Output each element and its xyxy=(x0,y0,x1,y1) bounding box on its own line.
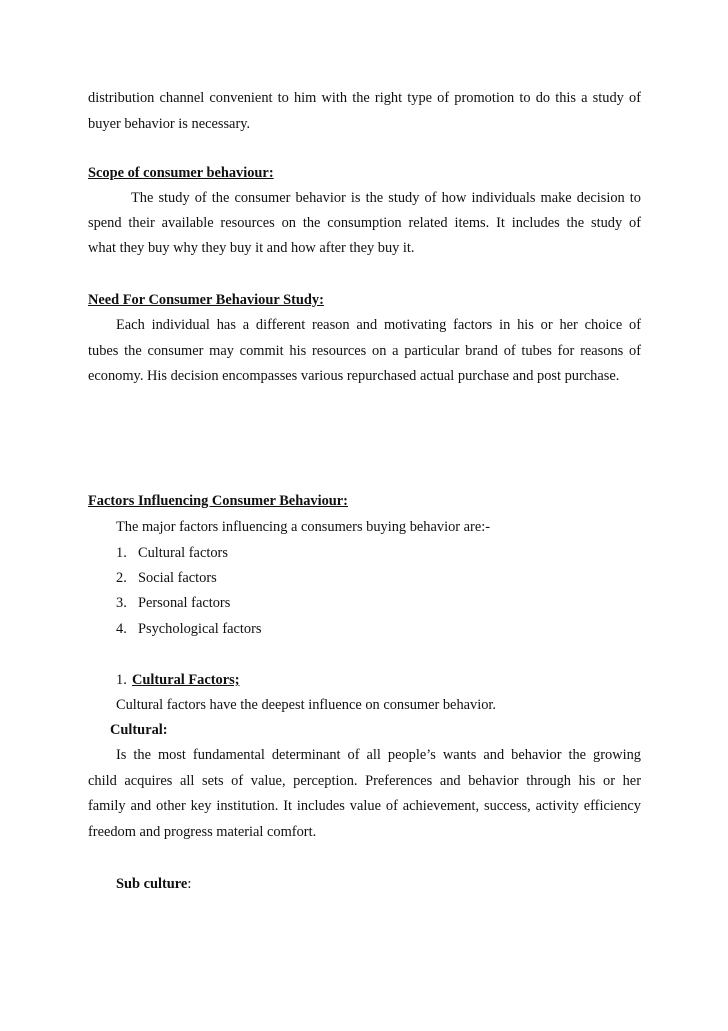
cultural-factors-heading-text: Cultural Factors; xyxy=(132,672,240,688)
factors-heading-text: Factors Influencing Consumer Behaviour: xyxy=(88,493,348,509)
need-heading-text: Need For Consumer Behaviour Study: xyxy=(88,292,324,308)
scope-line-1: The study of the consumer behavior is the study of how individuals make decision to xyxy=(131,190,641,206)
factors-heading xyxy=(88,491,641,511)
cultural-factors-heading xyxy=(116,670,240,690)
factors-intro: The major factors influencing a consumers buying behavior are:- xyxy=(116,519,491,535)
factor-number: 1. xyxy=(116,545,127,561)
factor-number: 2. xyxy=(116,570,127,586)
cultural-line-2: child acquires all sets of value, perception. Preferences and behavior through his or her xyxy=(88,773,641,789)
cultural-line-1: Is the most fundamental determinant of all people’s wants and behavior the growing xyxy=(116,747,641,763)
sub-culture-heading xyxy=(116,874,669,894)
factor-label: Personal factors xyxy=(138,595,231,611)
scope-heading xyxy=(88,163,641,183)
sub-culture-label: Sub culture xyxy=(116,876,188,892)
factor-list-item xyxy=(116,619,262,639)
factor-number: 3. xyxy=(116,595,127,611)
cultural-factors-line: Cultural factors have the deepest influence on consumer behavior. xyxy=(116,697,497,713)
scope-heading-text: Scope of consumer behaviour: xyxy=(88,165,274,181)
scope-line-3: what they buy why they buy it and how after they buy it. xyxy=(88,240,415,256)
intro-line-1: distribution channel convenient to him with the right type of promotion to do this a study of xyxy=(88,90,641,106)
factor-number: 4. xyxy=(116,621,127,637)
cultural-line-4: freedom and progress material comfort. xyxy=(88,824,317,840)
cultural-subheading: Cultural: xyxy=(110,722,168,738)
factor-list-item xyxy=(116,593,230,613)
cultural-factors-number: 1. xyxy=(116,672,127,688)
intro-line-2: buyer behavior is necessary. xyxy=(88,116,251,132)
factor-list-item xyxy=(116,543,228,563)
need-line-1: Each individual has a different reason and motivating factors in his or her choice of xyxy=(116,317,641,333)
sub-culture-colon: : xyxy=(187,876,192,892)
need-heading xyxy=(88,290,641,310)
need-line-3: economy. His decision encompasses various repurchased actual purchase and post purchase. xyxy=(88,368,620,384)
cultural-line-3: family and other key institution. It includes value of achievement, success, activity efficiency xyxy=(88,798,641,814)
factor-label: Psychological factors xyxy=(138,621,262,637)
factor-label: Cultural factors xyxy=(138,545,228,561)
need-line-2: tubes the consumer may commit his resources on a particular brand of tubes for reasons of xyxy=(88,343,641,359)
scope-line-2: spend their available resources on the consumption related items. It includes the study of xyxy=(88,215,641,231)
factor-label: Social factors xyxy=(138,570,217,586)
factor-list-item xyxy=(116,568,217,588)
